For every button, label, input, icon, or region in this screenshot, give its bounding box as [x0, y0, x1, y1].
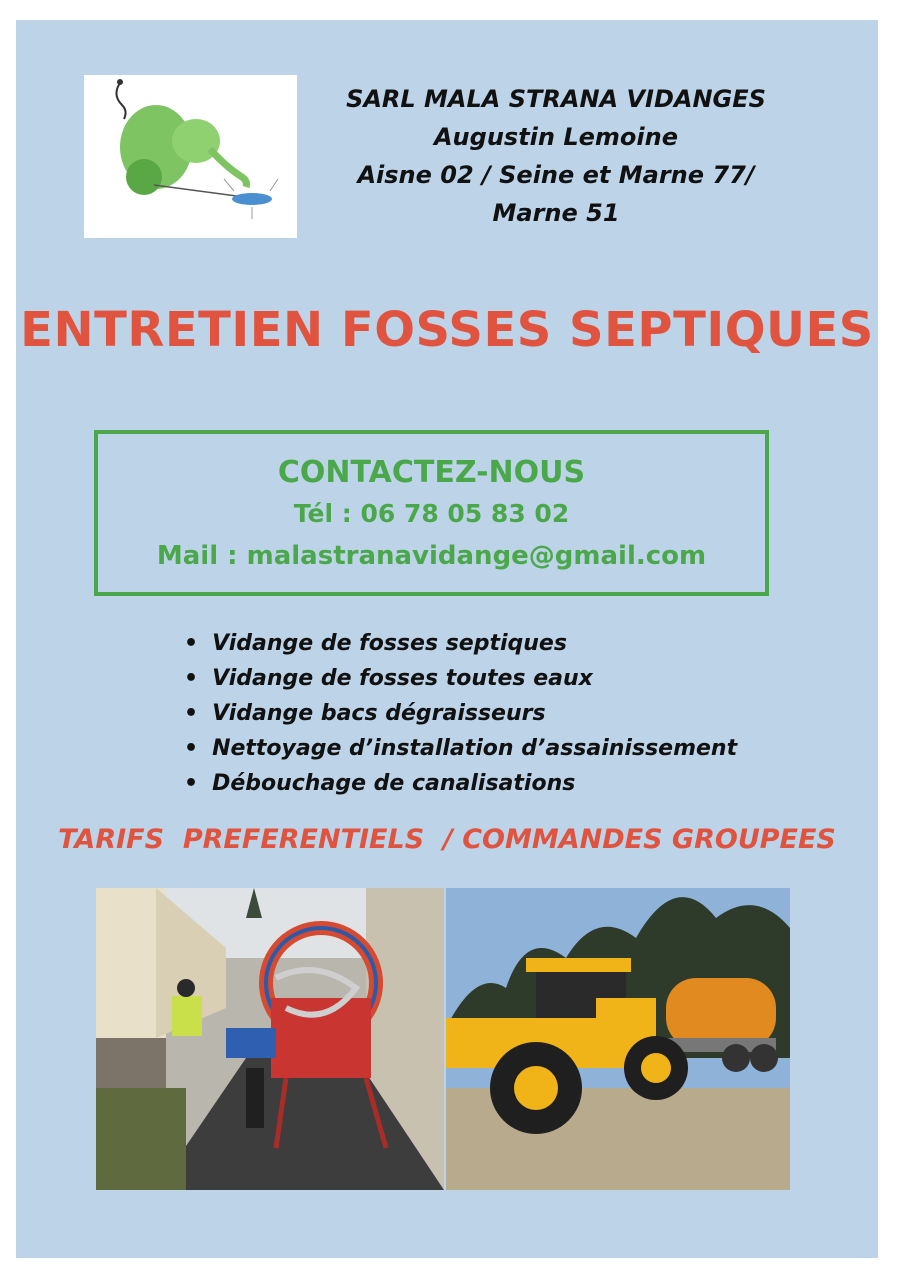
service-item: • Débouchage de canalisations: [184, 766, 737, 801]
company-area-line2: Marne 51: [492, 199, 620, 227]
contact-email: Mail : malastranavidange@gmail.com: [156, 541, 707, 571]
hose-reel-truck-photo: [96, 888, 444, 1190]
company-name: SARL MALA STRANA VIDANGES: [346, 85, 766, 113]
headline: ENTRETIEN FOSSES SEPTIQUES: [20, 302, 874, 358]
company-person: Augustin Lemoine: [433, 123, 678, 151]
service-item: • Vidange de fosses septiques: [184, 626, 737, 661]
services-list: [184, 626, 737, 801]
elephant-logo-icon: [84, 75, 297, 238]
company-area-line1: Aisne 02 / Seine et Marne 77/: [357, 161, 755, 189]
flyer: [16, 20, 878, 1258]
company-info: [316, 80, 796, 232]
tarifs-banner: TARIFS PREFERENTIELS / COMMANDES GROUPEES: [58, 824, 836, 855]
service-item: • Nettoyage d’installation d’assainissement: [184, 731, 737, 766]
tractor-tanker-photo: [446, 888, 790, 1190]
service-item: • Vidange de fosses toutes eaux: [184, 661, 737, 696]
contact-box: [94, 430, 769, 596]
contact-title: CONTACTEZ-NOUS: [277, 455, 586, 490]
photo-right-graphic: [446, 888, 790, 1190]
photo-left-graphic: [96, 888, 444, 1190]
contact-phone: Tél : 06 78 05 83 02: [293, 499, 570, 528]
service-item: • Vidange bacs dégraisseurs: [184, 696, 737, 731]
logo-graphic: [84, 75, 297, 238]
